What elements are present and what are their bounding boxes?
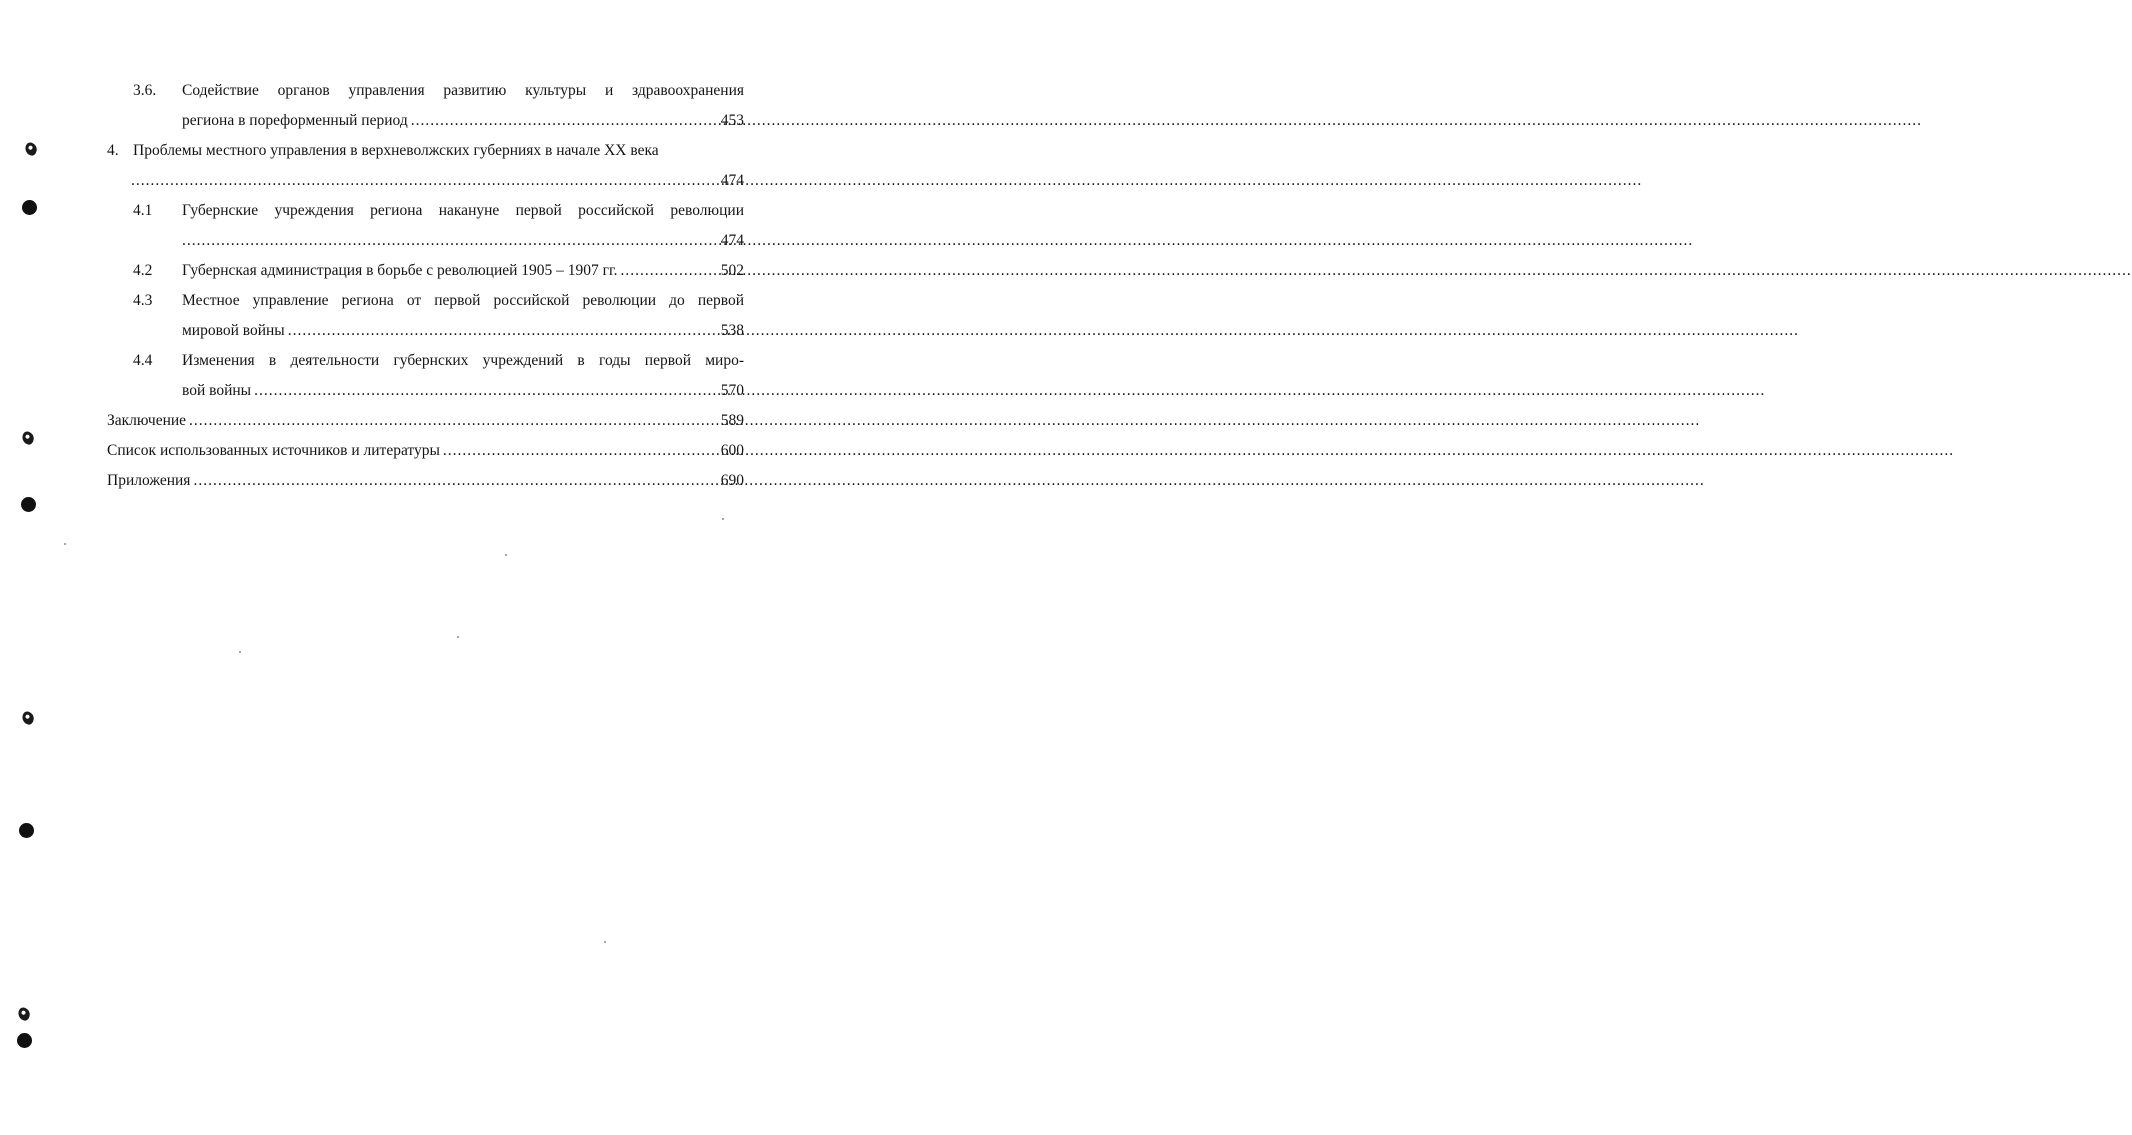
scan-dust [457, 636, 459, 638]
toc-page-number: 453 [720, 112, 744, 129]
document-page [0, 0, 797, 1135]
scan-dust [64, 543, 66, 545]
dot-leader [182, 226, 718, 256]
dot-leader [621, 256, 718, 286]
scan-dust [604, 941, 606, 943]
scan-speck [23, 141, 39, 157]
binder-hole [21, 497, 36, 512]
dot-leader [189, 406, 718, 436]
toc-page-number: 502 [720, 262, 744, 279]
toc-entry-4-1-continuation[interactable] [107, 226, 744, 256]
toc-entry-3-6-continuation[interactable] [107, 106, 744, 136]
toc-entry-title: Изменения в деятельности губернских учреждений в годы первой миро- [182, 352, 744, 369]
dot-leader [254, 376, 718, 406]
toc-entry-4-3-continuation[interactable] [107, 316, 744, 346]
scan-speck [20, 710, 36, 726]
dot-leader [193, 466, 717, 496]
toc-entry-bibliography[interactable] [107, 436, 744, 466]
toc-entry-number: 4.2 [133, 262, 153, 279]
toc-entry-number: 4. [107, 142, 119, 159]
binder-hole [22, 200, 37, 215]
toc-entry-4-3[interactable] [107, 286, 744, 316]
toc-entry-4-4-continuation[interactable] [107, 376, 744, 406]
toc-page-number: 474 [720, 232, 744, 249]
toc-entry-conclusion[interactable] [107, 406, 744, 436]
toc-entry-title: Проблемы местного управления в верхневолжских губерниях в начале XX века [133, 142, 659, 159]
toc-entry-title-continued: мировой войны [182, 322, 285, 339]
scan-dust [722, 518, 724, 520]
scan-speck [16, 1006, 32, 1022]
toc-page-number: 589 [720, 412, 744, 429]
toc-entry-4[interactable] [107, 136, 744, 166]
toc-entry-title-continued: вой войны [182, 382, 252, 399]
toc-entry-appendices[interactable] [107, 466, 744, 496]
toc-entry-title-continued: региона в пореформенный период [182, 112, 408, 129]
toc-entry-title: Заключение [107, 412, 187, 429]
toc-entry-number: 3.6. [133, 82, 157, 99]
toc-entry-4-1[interactable] [107, 196, 744, 226]
dot-leader [411, 106, 718, 136]
toc-entry-title: Губернские учреждения региона накануне первой российской революции [182, 202, 744, 219]
table-of-contents [107, 76, 744, 496]
scan-dust [505, 554, 507, 556]
toc-page-number: 600 [720, 442, 744, 459]
dot-leader [443, 436, 718, 466]
toc-page-number: 474 [720, 172, 744, 189]
dot-leader [131, 166, 718, 196]
toc-page-number: 690 [720, 472, 744, 489]
toc-entry-title: Приложения [107, 472, 191, 489]
toc-entry-3-6[interactable] [107, 76, 744, 106]
toc-entry-number: 4.3 [133, 292, 153, 309]
toc-page-number: 538 [720, 322, 744, 339]
scan-dust [239, 651, 241, 653]
toc-entry-4-2[interactable] [107, 256, 744, 286]
toc-entry-title: Содействие органов управления развитию культуры и здравоохранения [182, 82, 744, 99]
toc-entry-4-continuation[interactable] [107, 166, 744, 196]
binder-hole [19, 823, 34, 838]
toc-entry-number: 4.4 [133, 352, 153, 369]
toc-entry-title: Губернская администрация в борьбе с революцией 1905 – 1907 гг. [182, 262, 618, 279]
dot-leader [288, 316, 718, 346]
toc-entry-4-4[interactable] [107, 346, 744, 376]
scan-speck [20, 430, 36, 446]
toc-entry-title: Местное управление региона от первой российской революции до первой [182, 292, 744, 309]
toc-entry-number: 4.1 [133, 202, 153, 219]
binder-hole [17, 1033, 32, 1048]
toc-entry-title: Список использованных источников и литературы [107, 442, 440, 459]
toc-page-number: 570 [720, 382, 744, 399]
